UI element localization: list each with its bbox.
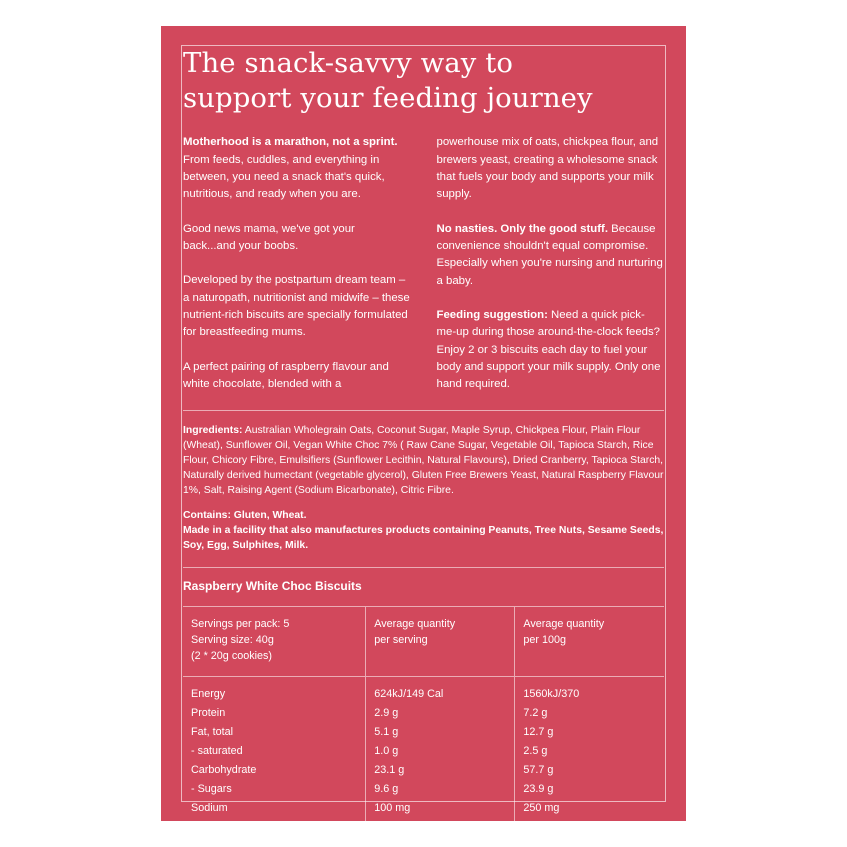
nutrient-per-100g: 1560kJ/370 [515, 677, 664, 704]
nutrient-name: Sodium [191, 802, 228, 815]
paragraph-text: A perfect pairing of raspberry flavour and white chocolate, blended with a [183, 360, 389, 390]
label-content [183, 46, 664, 815]
paragraph-text: Because convenience shouldn't equal compromise. Especially when you're nursing and nurturing a baby. [436, 222, 663, 287]
nutrition-table [183, 607, 664, 825]
nutrient-per-100g: 57.7 g [515, 761, 664, 780]
page-title [183, 46, 664, 116]
paragraph [183, 134, 411, 203]
allergen-statement [183, 508, 664, 553]
nutrient-per-serving: 2.9 g [366, 704, 515, 723]
nutrient-per-serving: 9.6 g [366, 780, 515, 799]
nutrient-per-100g: 250 mg [515, 799, 664, 826]
paragraph [437, 221, 665, 290]
nutrient-per-100g: 12.7 g [515, 723, 664, 742]
column-header-line-1: Average quantity [523, 618, 605, 631]
nutrition-table-body [183, 677, 664, 826]
servings-per-pack: Servings per pack: 5 [191, 618, 290, 631]
nutrient-per-serving: 1.0 g [366, 742, 515, 761]
nutrient-name: Energy [191, 688, 226, 701]
nutrient-per-serving: 624kJ/149 Cal [366, 677, 515, 704]
nutrition-table-head [183, 607, 664, 676]
serving-size: Serving size: 40g [191, 633, 274, 646]
paragraph-text: Good news mama, we've got your back...and your boobs. [183, 222, 355, 253]
nutrient-per-serving: 5.1 g [366, 723, 515, 742]
table-row [183, 704, 664, 723]
paragraph-text: powerhouse mix of oats, chickpea flour, and brewers yeast, creating a wholesome snack that fuels your body and supports your milk supply. [436, 136, 659, 201]
nutrient-per-100g: 2.5 g [515, 742, 664, 761]
table-header-row [183, 607, 664, 676]
column-header-per-100g [515, 607, 664, 676]
table-row [183, 799, 664, 826]
ingredients-heading: Ingredients: [183, 424, 243, 436]
headline-line-2: support your feeding journey [183, 82, 593, 115]
nutrient-per-100g: 23.9 g [515, 780, 664, 799]
serving-detail: (2 * 20g cookies) [191, 649, 273, 662]
paragraph-text: Developed by the postpartum dream team – a naturopath, nutritionist and midwife – these nutrient-rich biscuits are specially formulated for breastfeeding mums. [183, 274, 410, 339]
column-header-per-serving [366, 607, 515, 676]
allergen-facility: Made in a facility that also manufactures products containing Peanuts, Tree Nuts, Sesame Seeds, Soy, Egg, Sulphites, Milk. [183, 525, 664, 552]
nutrient-name: - saturated [191, 745, 243, 758]
serving-info-cell [183, 607, 366, 676]
table-row [183, 677, 664, 704]
nutrient-name: - Sugars [191, 783, 232, 796]
copy-column-left [183, 134, 411, 393]
nutrition-panel-title: Raspberry White Choc Biscuits [183, 579, 362, 594]
ingredients-list [183, 423, 664, 498]
table-row [183, 761, 664, 780]
paragraph [183, 359, 411, 394]
paragraph-text: Need a quick pick-me-up during those around-the-clock feeds? Enjoy 2 or 3 biscuits each day to fuel your body and support your milk supply. Only one hand required. [436, 309, 661, 391]
nutrient-name: Protein [191, 707, 226, 720]
nutrient-per-serving: 23.1 g [366, 761, 515, 780]
copy-column-right [437, 134, 665, 393]
nutrient-name: Fat, total [191, 726, 234, 739]
paragraph-lead: Feeding suggestion: [436, 309, 548, 321]
nutrient-name: Carbohydrate [191, 764, 257, 777]
ingredients-section [183, 411, 664, 566]
table-row [183, 723, 664, 742]
column-header-line-2: per 100g [523, 633, 566, 646]
ingredients-body: Australian Wholegrain Oats, Coconut Sugar, Maple Syrup, Chickpea Flour, Plain Flour (Wheat), Sunflower Oil, Vegan White Choc 7% ( Raw Cane Sugar, Vegetable Oil, Tapioca Starch, Rice Flour, Chicory Fibre, Emulsifiers (Sunflower Lecithin, Natural Flavours), Dried Cranberry, Tapioca Starch, Naturally derived humectant (vegetable glycerol), Gluten Free Brewers Yeast, Natural Raspberry Flavour 1%, Salt, Raising Agent (Sodium Bicarbonate), Citric Fibre. [183, 424, 664, 496]
nutrient-per-serving: 100 mg [366, 799, 515, 826]
marketing-copy-columns [183, 134, 664, 407]
allergen-contains: Contains: Gluten, Wheat. [183, 510, 307, 522]
nutrient-per-100g: 7.2 g [515, 704, 664, 723]
paragraph [437, 307, 665, 394]
paragraph [183, 272, 411, 341]
column-header-line-2: per serving [374, 633, 428, 646]
table-row [183, 780, 664, 799]
product-label-panel [161, 26, 686, 821]
column-header-line-1: Average quantity [374, 618, 456, 631]
paragraph-lead: Motherhood is a marathon, not a sprint. [183, 136, 398, 149]
headline-line-1: The snack-savvy way to [183, 47, 514, 79]
paragraph [437, 134, 665, 203]
paragraph-text: From feeds, cuddles, and everything in between, you need a snack that's quick, nutritious, and ready when you are. [183, 153, 385, 201]
paragraph-lead: No nasties. Only the good stuff. [436, 222, 608, 235]
paragraph [183, 221, 411, 256]
table-row [183, 742, 664, 761]
